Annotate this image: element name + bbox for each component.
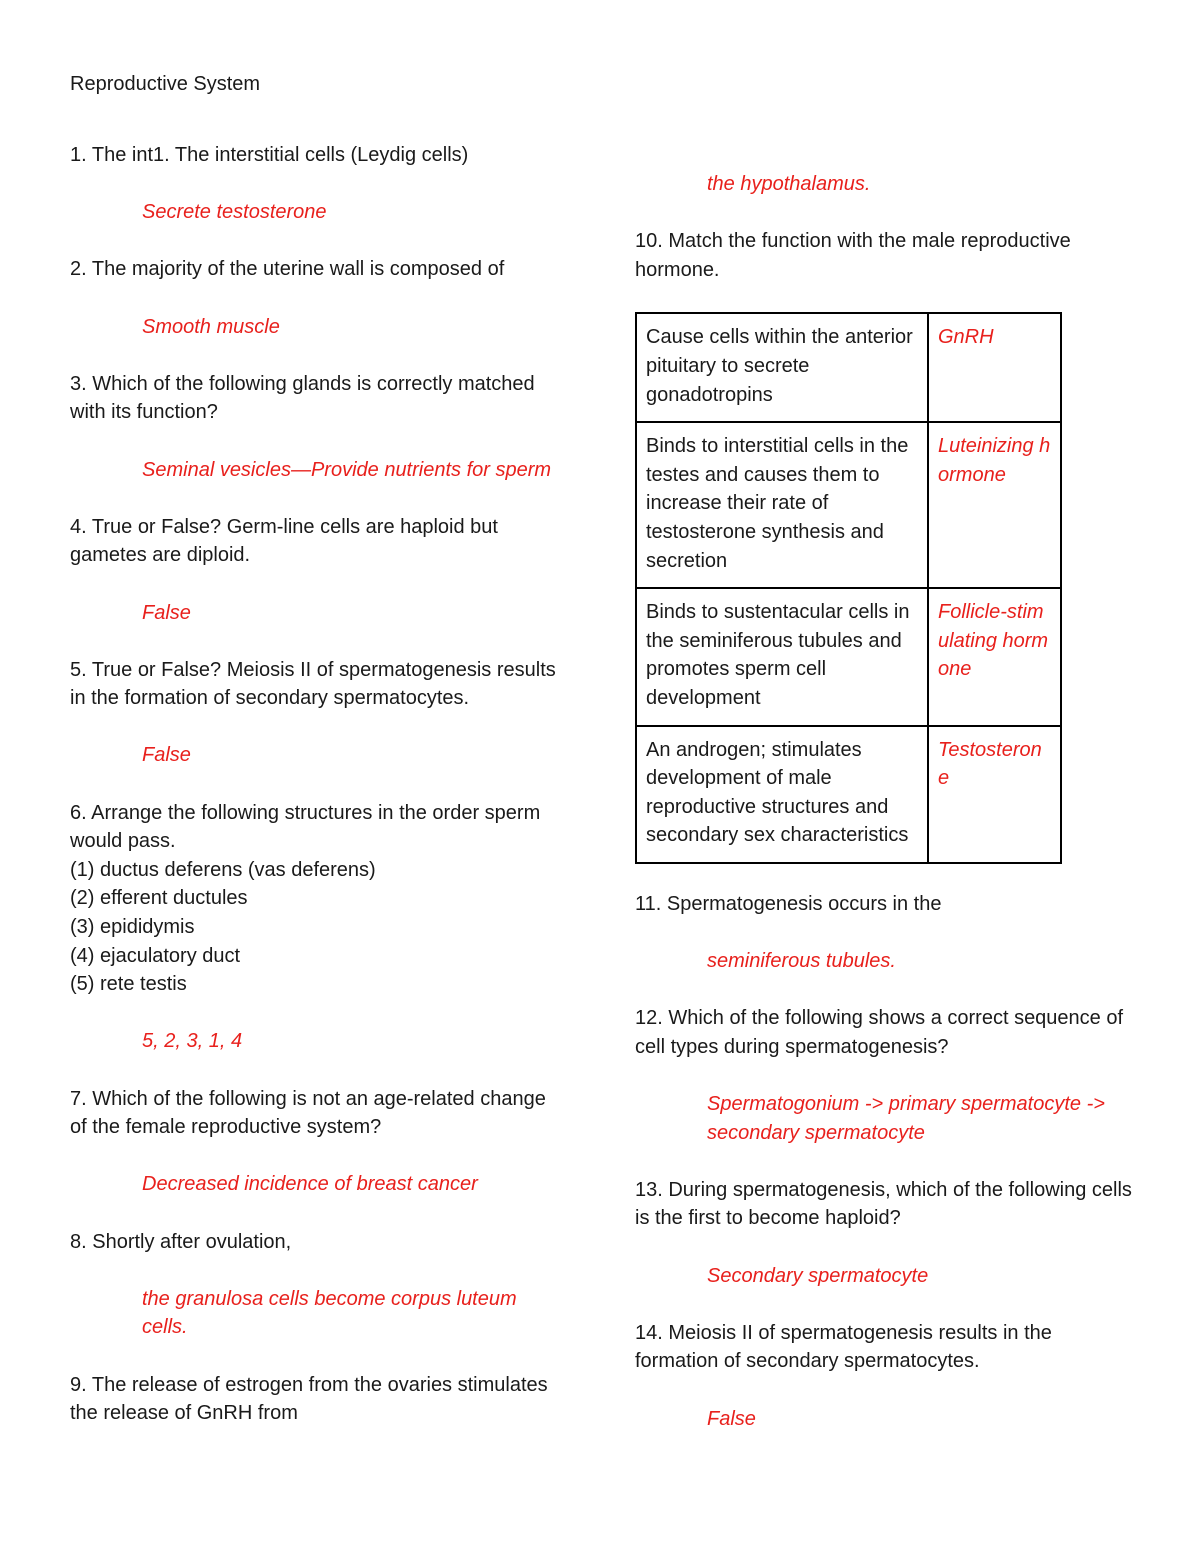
function-cell: Binds to interstitial cells in the testes and causes them to increase their rate of testosterone synthesis and secretion	[636, 422, 928, 588]
answer-14: False	[707, 1407, 756, 1430]
answer-8: the granulosa cells become corpus luteum cells.	[142, 1287, 517, 1339]
question-8: 8. Shortly after ovulation,	[70, 1230, 292, 1253]
question-13: 13. During spermatogenesis, which of the following cells is the first to become haploid?	[635, 1178, 1132, 1230]
question-7: 7. Which of the following is not an age-related change of the female reproductive system?	[70, 1087, 546, 1139]
list-item: (5) rete testis	[70, 973, 187, 996]
answer-4: False	[142, 601, 191, 624]
table-row	[636, 726, 1061, 863]
right-column	[635, 170, 1140, 1433]
question-5: 5. True or False? Meiosis II of spermatogenesis results in the formation of secondary spermatocytes.	[70, 658, 556, 710]
answer-2: Smooth muscle	[142, 315, 280, 338]
list-item: (2) efferent ductules	[70, 887, 248, 910]
answer-5: False	[142, 744, 191, 767]
hormone-cell: Testosterone	[928, 726, 1061, 863]
answer-6: 5, 2, 3, 1, 4	[142, 1030, 243, 1053]
table-row	[636, 588, 1061, 725]
question-14: 14. Meiosis II of spermatogenesis results in the formation of secondary spermatocytes.	[635, 1321, 1052, 1373]
answer-9: the hypothalamus.	[707, 173, 871, 195]
list-item: (3) epididymis	[70, 916, 195, 939]
answer-7: Decreased incidence of breast cancer	[142, 1173, 478, 1196]
question-1: 1. The int1. The interstitial cells (Leydig cells)	[70, 144, 469, 166]
hormone-cell: GnRH	[928, 313, 1061, 422]
list-item: (4) ejaculatory duct	[70, 944, 241, 967]
question-6: 6. Arrange the following structures in the order sperm would pass.	[70, 801, 541, 853]
hormone-cell: Luteinizing hormone	[928, 422, 1061, 588]
answer-11: seminiferous tubules.	[707, 950, 896, 973]
hormone-match-table	[635, 312, 1062, 864]
question-12: 12. Which of the following shows a correct sequence of cell types during spermatogenesis?	[635, 1007, 1124, 1058]
table-row	[636, 422, 1061, 588]
table-row	[636, 313, 1061, 422]
answer-1: Secrete testosterone	[142, 201, 327, 224]
page-title: Reproductive System	[70, 73, 261, 95]
hormone-cell: Follicle-stimulating hormone	[928, 588, 1061, 725]
question-11: 11. Spermatogenesis occurs in the	[635, 892, 942, 915]
function-cell: Binds to sustentacular cells in the seminiferous tubules and promotes sperm cell development	[636, 588, 928, 725]
question-9: 9. The release of estrogen from the ovaries stimulates the release of GnRH from	[70, 1373, 548, 1425]
question-10: 10. Match the function with the male reproductive hormone.	[635, 230, 1071, 281]
function-cell: Cause cells within the anterior pituitary to secrete gonadotropins	[636, 313, 928, 422]
question-3: 3. Which of the following glands is correctly matched with its function?	[70, 372, 535, 424]
question-2: 2. The majority of the uterine wall is composed of	[70, 258, 505, 281]
question-4: 4. True or False? Germ-line cells are haploid but gametes are diploid.	[70, 515, 498, 567]
list-item: (1) ductus deferens (vas deferens)	[70, 858, 376, 881]
answer-3: Seminal vesicles—Provide nutrients for sperm	[142, 458, 552, 481]
answer-12: Spermatogonium -> primary spermatocyte -> secondary spermatocyte	[707, 1093, 1105, 1144]
function-cell: An androgen; stimulates development of male reproductive structures and secondary sex characteristics	[636, 726, 928, 863]
left-column	[70, 141, 560, 1428]
answer-13: Secondary spermatocyte	[707, 1264, 929, 1287]
